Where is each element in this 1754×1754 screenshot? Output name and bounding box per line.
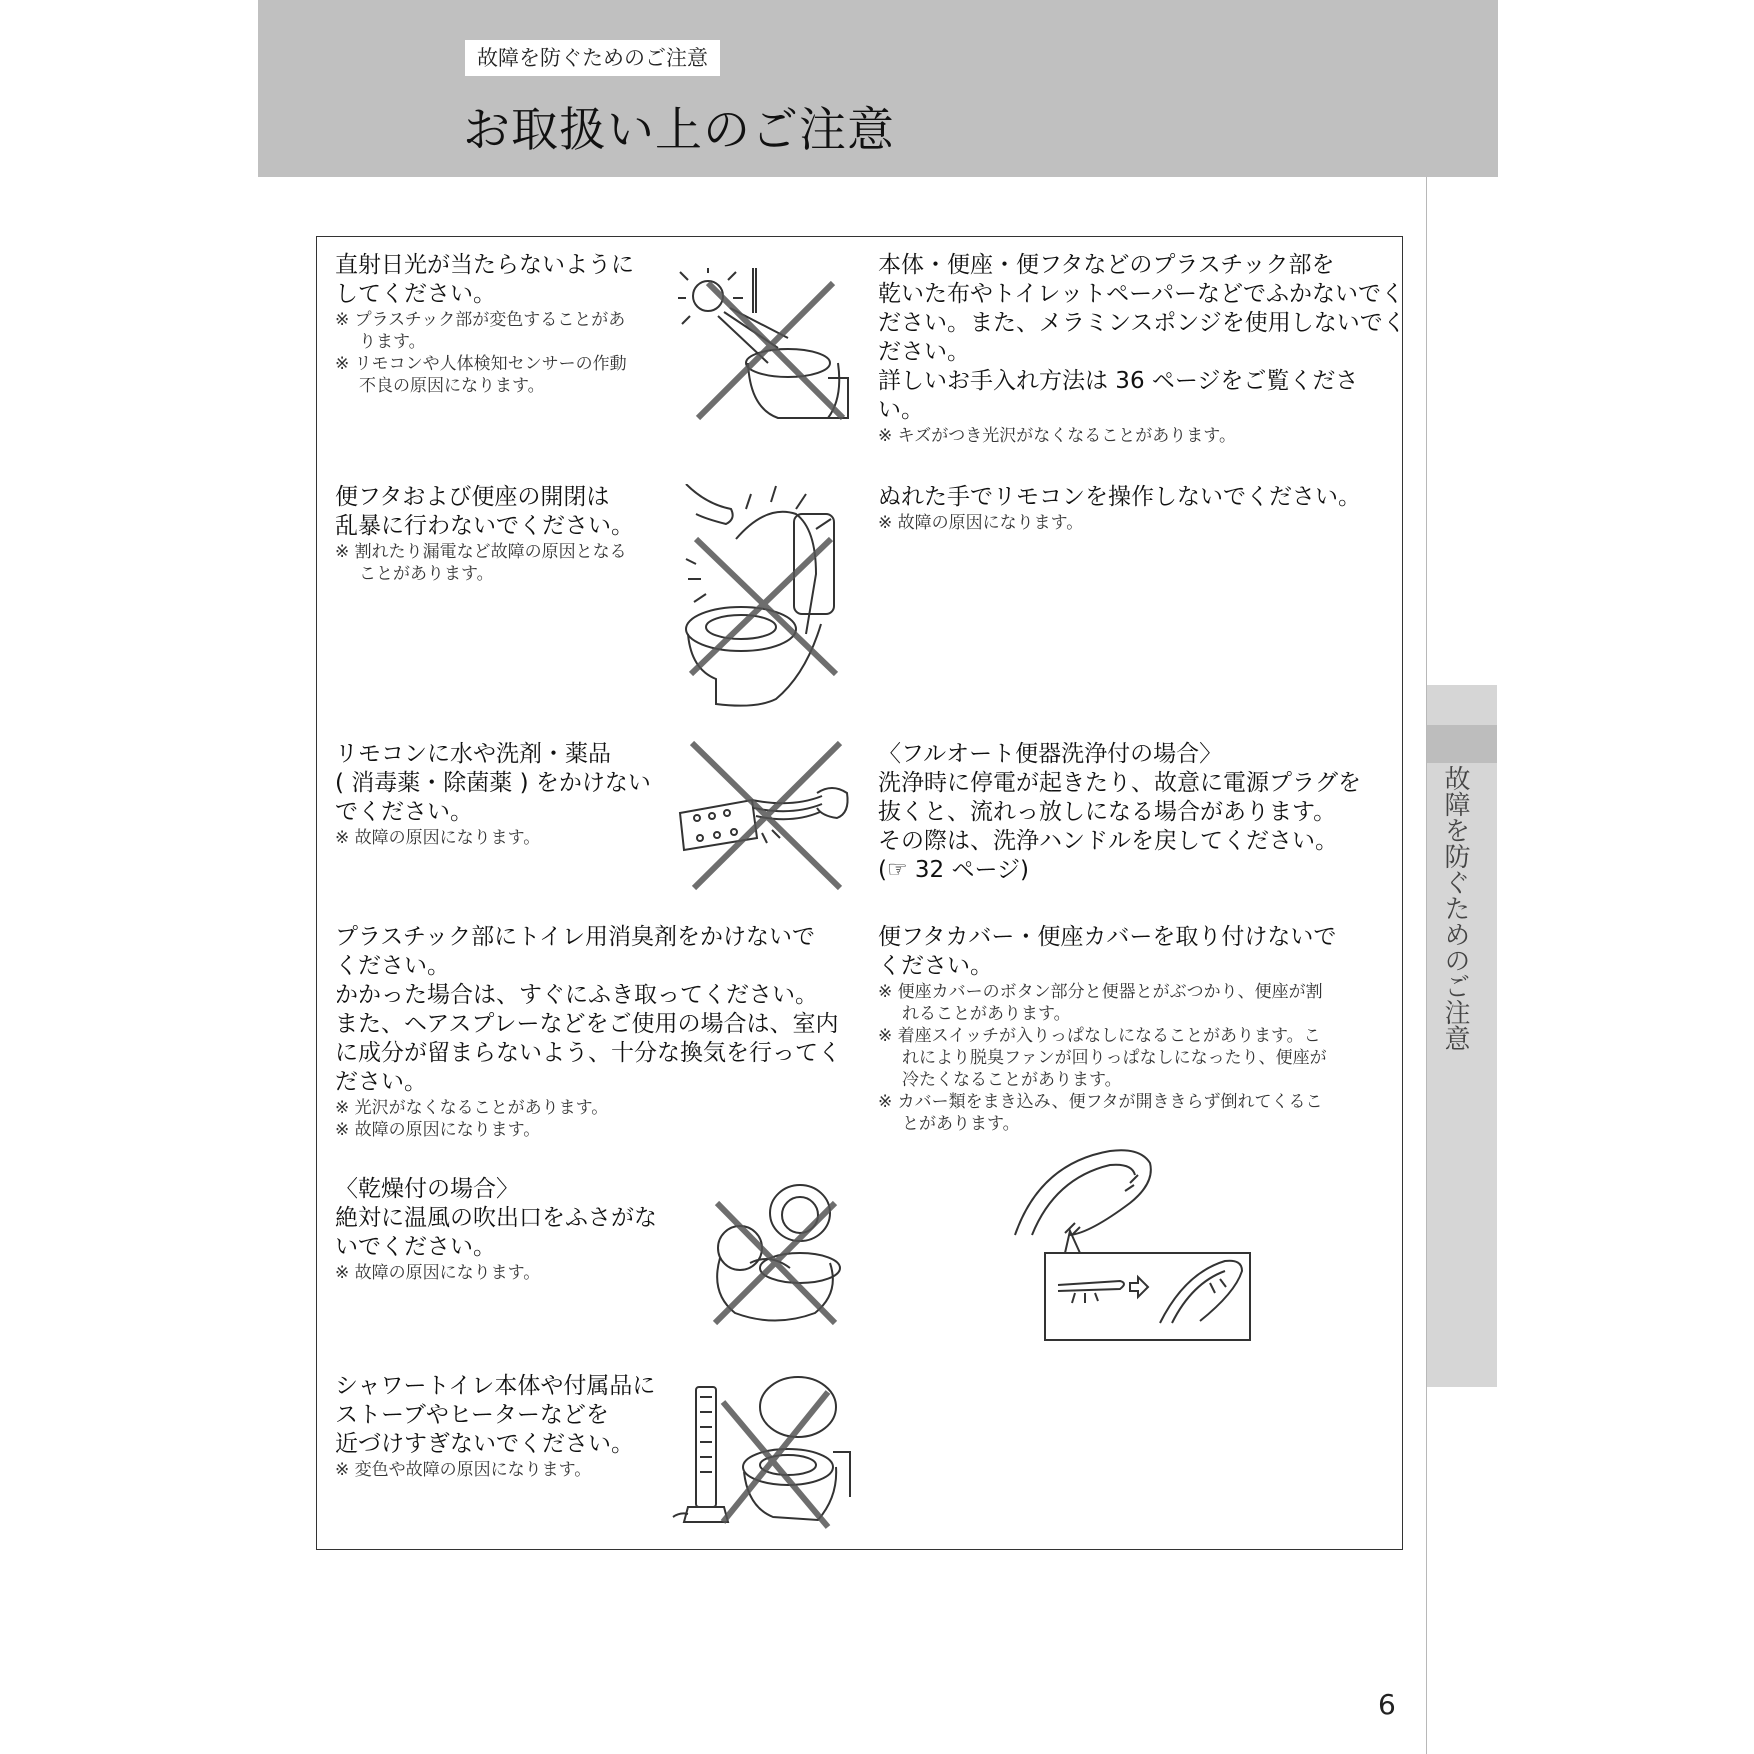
caution-note: れることがあります。: [902, 1004, 1071, 1024]
caution-note: ※ 故障の原因になります。: [878, 513, 1084, 533]
side-tab-text: 故障を防ぐためのご注意: [1440, 765, 1470, 1051]
caution-remote-water: [335, 740, 651, 849]
caution-note: ※ 着座スイッチが入りっぱなしになることがあります。こ: [878, 1026, 1321, 1046]
caution-dryer: [335, 1175, 657, 1284]
caution-text: 〈乾燥付の場合〉: [335, 1176, 519, 1202]
caution-note: 冷たくなることがあります。: [902, 1070, 1122, 1090]
page-title: お取扱い上のご注意: [463, 103, 895, 158]
caution-text: 洗浄時に停電が起きたり、故意に電源プラグを: [878, 770, 1361, 796]
caution-note: とがあります。: [902, 1114, 1020, 1134]
caution-text: してください。: [335, 281, 496, 307]
caution-text: 便フタおよび便座の開閉は: [335, 484, 610, 510]
caution-text: 乾いた布やトイレットペーパーなどでふかないでく: [878, 281, 1405, 307]
sunlight-toilet-illustration: [678, 268, 853, 443]
caution-note: ※ リモコンや人体検知センサーの作動: [335, 354, 627, 374]
seat-cover-illustration: [1010, 1143, 1255, 1343]
caution-text: いでください。: [335, 1234, 496, 1260]
section-label: 故障を防ぐためのご注意: [465, 40, 720, 76]
caution-note: ※ 故障の原因になります。: [335, 828, 541, 848]
caution-covers: [878, 923, 1336, 1135]
caution-text: ください。: [878, 953, 993, 979]
caution-text: (☞ 32 ページ): [878, 857, 1029, 883]
caution-deodorant: [335, 923, 841, 1141]
caution-note: ※ 割れたり漏電など故障の原因となる: [335, 542, 627, 562]
caution-note: ります。: [359, 332, 426, 352]
caution-text: シャワートイレ本体や付属品に: [335, 1373, 656, 1399]
caution-text: ください。: [335, 953, 450, 979]
caution-text: かかった場合は、すぐにふき取ってください。: [335, 982, 818, 1008]
caution-note: 不良の原因になります。: [359, 376, 545, 396]
caution-note: ※ 故障の原因になります。: [335, 1120, 541, 1140]
side-tab-marker: [1427, 725, 1497, 763]
caution-note: ※ キズがつき光沢がなくなることがあります。: [878, 426, 1236, 446]
caution-note: ※ 変色や故障の原因になります。: [335, 1460, 592, 1480]
remote-spray-illustration: [672, 738, 852, 896]
caution-text: ぬれた手でリモコンを操作しないでください。: [878, 484, 1361, 510]
caution-text: に成分が留まらないよう、十分な換気を行ってく: [335, 1040, 841, 1066]
caution-sunlight: [335, 251, 634, 397]
caution-note: れにより脱臭ファンが回りっぱなしになったり、便座が: [902, 1048, 1327, 1068]
page-number: 6: [1378, 1688, 1396, 1721]
caution-text: ストーブやヒーターなどを: [335, 1402, 609, 1428]
caution-text: 詳しいお手入れ方法は 36 ページをご覧くださ: [878, 368, 1359, 394]
caution-text: い。: [878, 397, 924, 423]
caution-text: ださい。また、メラミンスポンジを使用しないでく: [878, 310, 1406, 336]
caution-note: ※ 故障の原因になります。: [335, 1263, 541, 1283]
caution-wet-hands: [878, 483, 1361, 534]
caution-text: 抜くと、流れっ放しになる場合があります。: [878, 799, 1337, 825]
caution-text: 近づけすぎないでください。: [335, 1431, 634, 1457]
caution-plastic-wiping: [878, 251, 1406, 447]
caution-note: ことがあります。: [359, 564, 494, 584]
caution-text: ださい。: [878, 339, 970, 365]
caution-text: リモコンに水や洗剤・薬品: [335, 741, 611, 767]
caution-note: ※ 光沢がなくなることがあります。: [335, 1098, 609, 1118]
caution-note: ※ 便座カバーのボタン部分と便器とがぶつかり、便座が割: [878, 982, 1323, 1002]
caution-text: ださい。: [335, 1069, 427, 1095]
caution-text: でください。: [335, 799, 473, 825]
caution-text: ( 消毒薬・除菌薬 ) をかけない: [335, 770, 651, 796]
caution-note: ※ カバー類をまき込み、便フタが開ききらず倒れてくるこ: [878, 1092, 1323, 1112]
caution-lid: [335, 483, 634, 585]
caution-text: 直射日光が当たらないように: [335, 252, 634, 278]
caution-text: プラスチック部にトイレ用消臭剤をかけないで: [335, 924, 816, 950]
heater-near-toilet-illustration: [668, 1372, 853, 1532]
caution-text: 本体・便座・便フタなどのプラスチック部を: [878, 252, 1335, 278]
caution-text: 〈フルオート便器洗浄付の場合〉: [878, 741, 1223, 767]
caution-text: また、ヘアスプレーなどをご使用の場合は、室内: [335, 1011, 839, 1037]
dryer-vent-blocked-illustration: [705, 1183, 845, 1333]
caution-text: 絶対に温風の吹出口をふさがな: [335, 1205, 657, 1231]
caution-note: ※ プラスチック部が変色することがあ: [335, 310, 626, 330]
lid-slam-illustration: [676, 484, 846, 709]
caution-text: 便フタカバー・便座カバーを取り付けないで: [878, 924, 1337, 950]
caution-text: その際は、洗浄ハンドルを戻してください。: [878, 828, 1338, 854]
caution-text: 乱暴に行わないでください。: [335, 513, 634, 539]
caution-stove: [335, 1372, 655, 1481]
caution-full-auto-flush: [878, 740, 1361, 885]
